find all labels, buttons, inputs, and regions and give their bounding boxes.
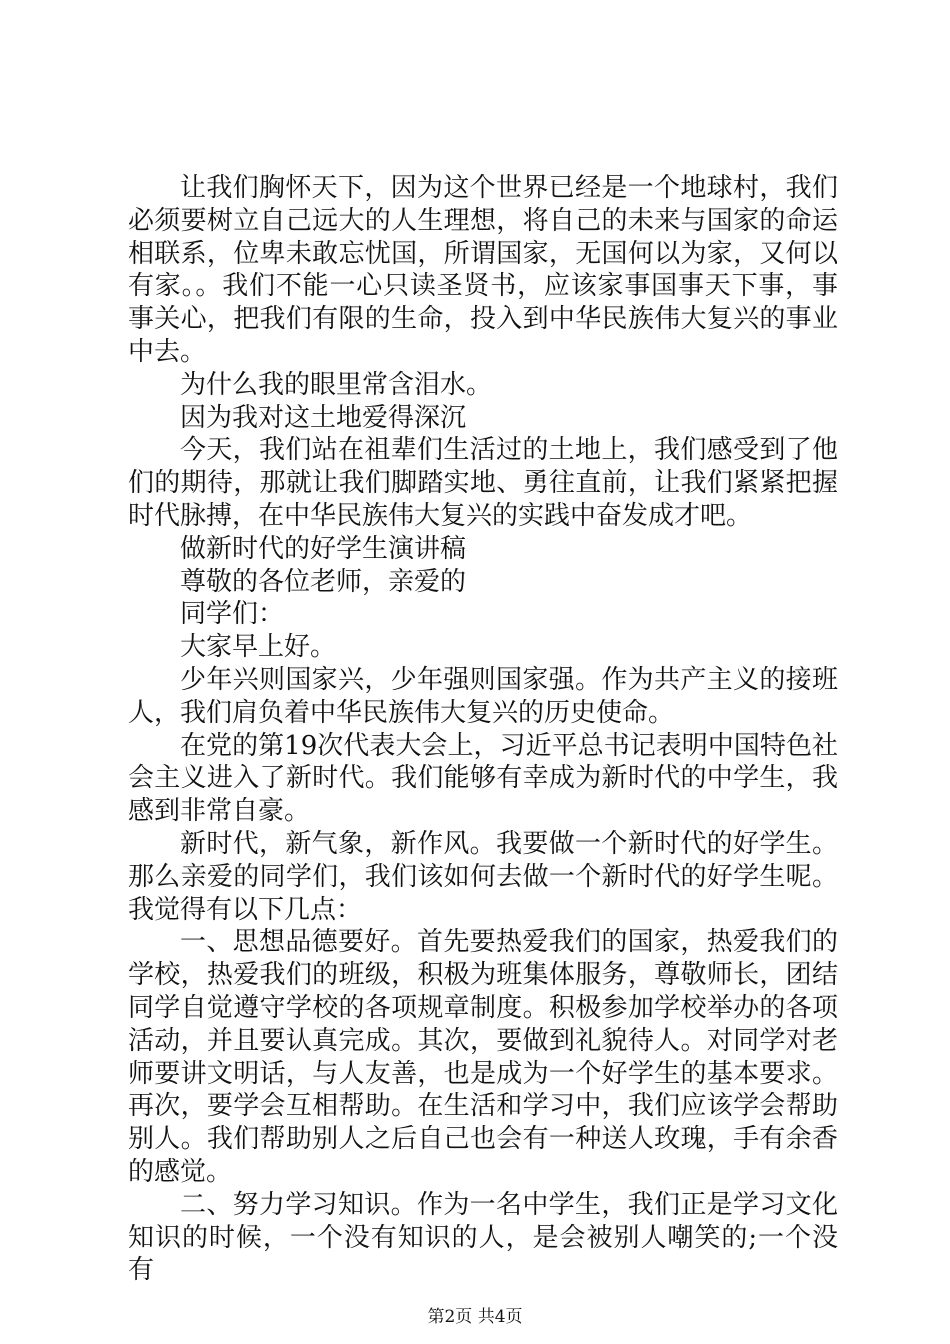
speech-title: 做新时代的好学生演讲稿 [180,533,467,564]
page-number: 第2页 共4页 [427,1307,523,1327]
salutation: 同学们： [180,599,285,630]
document-body [128,172,838,1287]
salutation: 尊敬的各位老师，亲爱的 [180,566,467,597]
paragraph: 少年兴则国家兴，少年强则国家强。作为共产主义的接班人，我们肩负着中华民族伟大复兴的历史使命。 [128,664,838,728]
paragraph: 为什么我的眼里常含泪水。 [180,369,493,400]
paragraph: 二、努力学习知识。作为一名中学生，我们正是学习文化知识的时候，一个没有知识的人，是会被别人嘲笑的;一个没有 [128,1189,838,1286]
paragraph: 新时代，新气象，新作风。我要做一个新时代的好学生。那么亲爱的同学们，我们该如何去做一个新时代的好学生呢。我觉得有以下几点： [128,828,838,925]
paragraph: 在党的第19次代表大会上，习近平总书记表明中国特色社会主义进入了新时代。我们能够有幸成为新时代的中学生，我感到非常自豪。 [128,730,838,827]
paragraph: 一、思想品德要好。首先要热爱我们的国家，热爱我们的学校，热爱我们的班级，积极为班集体服务，尊敬师长，团结同学自觉遵守学校的各项规章制度。积极参加学校举办的各项活动，并且要认真完成。其次，要做到礼貌待人。对同学对老师要讲文明话，与人友善，也是成为一个好学生的基本要求。再次，要学会互相帮助。在生活和学习中，我们应该学会帮助别人。我们帮助别人之后自己也会有一种送人玫瑰，手有余香的感觉。 [128,927,838,1187]
paragraph: 因为我对这土地爱得深沉 [180,402,467,433]
paragraph: 让我们胸怀天下，因为这个世界已经是一个地球村，我们必须要树立自己远大的人生理想，将自己的未来与国家的命运相联系，位卑未敢忘忧国，所谓国家，无国何以为家，又何以有家。。我们不能一心只读圣贤书，应该家事国事天下事，事事关心，把我们有限的生命，投入到中华民族伟大复兴的事业中去。 [128,173,838,367]
paragraph: 今天，我们站在祖辈们生活过的土地上，我们感受到了他们的期待，那就让我们脚踏实地、勇往直前，让我们紧紧把握时代脉搏，在中华民族伟大复兴的实践中奋发成才吧。 [128,435,838,531]
greeting: 大家早上好。 [180,632,337,663]
